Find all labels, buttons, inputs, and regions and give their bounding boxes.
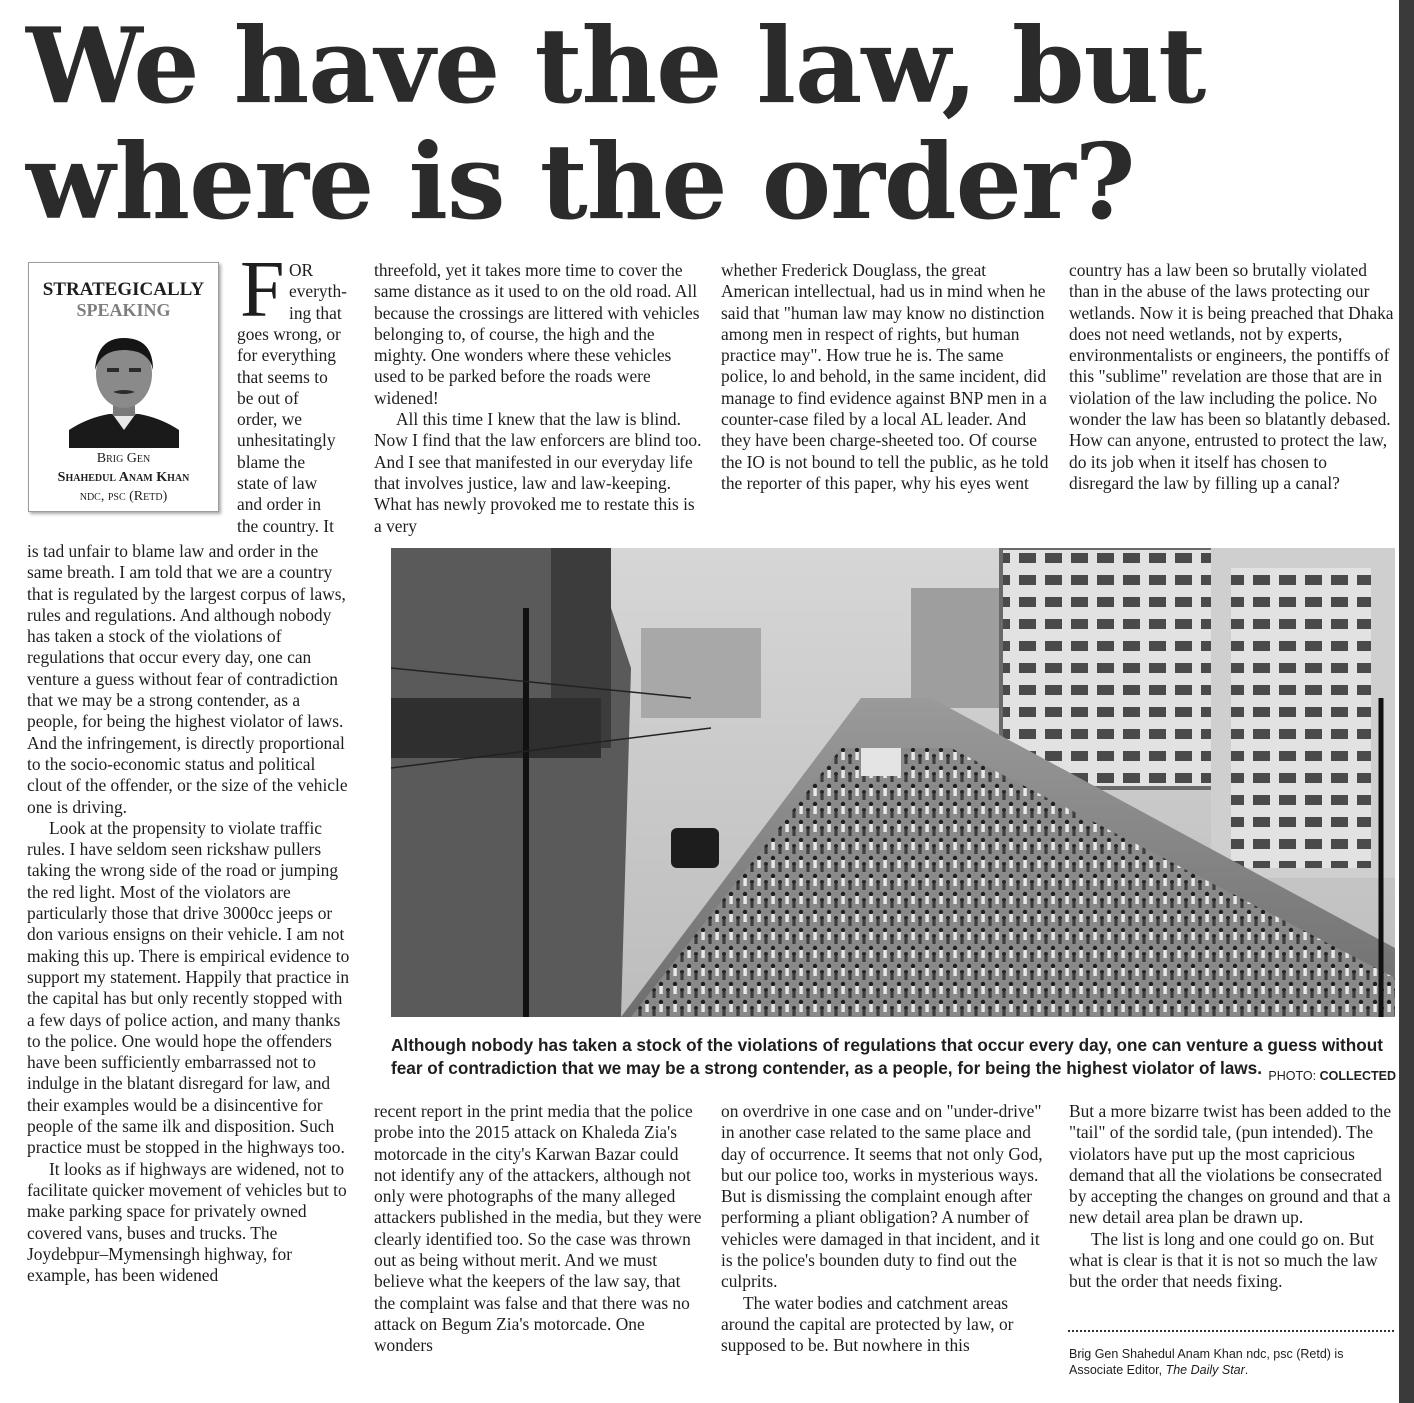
paragraph: Look at the propensity to violate traffic rules. I have seldom seen rickshaw pullers taking the wrong side of the road or jumping the red light. Most of the violators are particularly those that drive 3000cc jeeps or don various ensigns on their vehicle. I am not making this up. There is empirical evidence to support my statement. Happily that practice in the capital has but only recently stopped with a few days of police action, and many thanks to the police. One would hope the offenders have been sufficiently embarrassed not to indulge in the blatant disregard for law, and their examples would be a disincentive for people of the same ilk and disposition. Such practice must be stopped in the highways too. xyxy=(27,817,350,1158)
paragraph: But a more bizarre twist has been added to the "tail" of the sordid tale, (pun intended). The violators have put up the most capricious demand that all the violations be consecrated by accepting the changes on ground and that a new detail area plan be drawn up. xyxy=(1069,1101,1392,1228)
publication-name: The Daily Star xyxy=(1165,1363,1245,1377)
paragraph: All this time I knew that the law is blind. Now I find that the law enforcers are blind too. And I see that manifested in our everyday life that involves justice, law and law-keeping. What has newly provoked me to restate this is a very xyxy=(374,409,702,536)
photo-credit-value: COLLECTED xyxy=(1319,1069,1396,1083)
author-bio-end: . xyxy=(1244,1363,1249,1377)
text-line: for everything xyxy=(237,345,336,366)
column-title: STRATEGICALLY xyxy=(42,279,205,300)
author-credentials: ndc, psc (Retd) xyxy=(79,489,168,504)
paragraph: whether Frederick Douglass, the great American intellectual, had us in mind when he said that "human law may know no distinction among men in respect of rights, but human practice may". How true he is. The same police, lo and behold, in the same incident, did manage to find evidence against BNP men in a counter-case filed by a local AL leader. And they have been charge-sheeted too. Of course the IO is not bound to tell the public, as he told the reporter of this paper, why his eyes went xyxy=(721,260,1049,493)
dropcap-lines-narrow xyxy=(289,260,351,324)
photo-credit xyxy=(1268,1069,1396,1083)
article-column-4-bottom xyxy=(1069,1101,1395,1293)
drop-cap: F xyxy=(240,246,285,334)
author-portrait xyxy=(69,326,179,448)
article-column-1 xyxy=(27,541,353,1286)
article-column-4-top xyxy=(1069,260,1395,494)
text-line: and order in xyxy=(237,494,322,515)
article-column-2-top xyxy=(374,260,704,537)
paragraph: on overdrive in one case and on "under-drive" in another case related to the same place and day of occurrence. It seems that not only God, but our police too, works in mysterious ways. But is dismissing the complaint enough after performing a pliant obligation? A number of vehicles were damaged in that incident, and it is the police's bounden duty to find out the culprits. xyxy=(721,1101,1043,1292)
text-line: blame the xyxy=(237,451,306,472)
text-line: goes wrong, or xyxy=(237,324,341,344)
street-crowd-photo xyxy=(391,548,1395,1017)
text-line: be out of xyxy=(237,387,299,408)
text-line: the country. It xyxy=(237,515,334,536)
column-author-box xyxy=(28,262,219,512)
paragraph: is tad unfair to blame law and order in the same breath. I am told that we are a country that is regulated by the largest corpus of laws, rules and regulations. And although nobody has taken a stock of the violations of regulations that occur every day, one can venture a guess without fear of contradiction that we may be a strong contender, as a people, for being the highest violator of laws. And the infringement, is directly proportional to the socio-economic status and political clout of the offender, or the size of the vehicle one is driving. xyxy=(27,541,348,817)
paragraph: country has a law been so brutally violated than in the abuse of the laws protecting our wetlands. Now it is being preached that Dhaka does not need wetlands, not by experts, environmentalists or engineers, the pontiffs of this "sublime" revelation are those that are in violation of the law including the police. No wonder the law has been so blatantly debased. How can anyone, entrusted to protect the law, do its job when it itself has chosen to disregard the law by filling up a canal? xyxy=(1069,260,1394,493)
dotted-divider xyxy=(1068,1330,1394,1332)
headline xyxy=(26,4,1326,243)
paragraph: threefold, yet it takes more time to cover the same distance as it used to on the old road. All because the crossings are littered with vehicles belonging to, of course, the high and the mighty. One wonders where these vehicles used to be parked before the roads were widened! xyxy=(374,260,700,408)
paragraph: recent report in the print media that the police probe into the 2015 attack on Khaleda Zia's motorcade in the city's Karwan Bazar could not identify any of the attackers, although not only were photographs of the many alleged attackers published in the media, but they were clearly identified too. So the case was thrown out as being without merit. And we must believe what the keepers of the law say, that the complaint was false and that there was no attack on Begum Zia's motorcade. One wonders xyxy=(374,1101,702,1356)
article-column-3-top xyxy=(721,260,1051,494)
headline-line-1: We have the law, but xyxy=(26,4,1206,127)
page-edge xyxy=(1399,0,1414,1403)
text-line: unhesitatingly xyxy=(237,430,336,451)
paragraph: The water bodies and catchment areas around the capital are protected by law, or supposed to be. But nowhere in this xyxy=(721,1292,1014,1356)
headline-line-2: where is the order? xyxy=(26,120,1135,243)
text-line: everyth- xyxy=(289,281,347,302)
photo-credit-label: PHOTO: xyxy=(1268,1069,1317,1083)
text-line: order, we xyxy=(237,409,302,430)
paragraph: It looks as if highways are widened, not to facilitate quicker movement of vehicles but to make parking space for privately owned covered vans, buses and trucks. The Joydebpur–Mymensingh highway, for example, has been widened xyxy=(27,1158,347,1286)
column-subtitle: SPEAKING xyxy=(76,300,171,320)
photo-caption: Although nobody has taken a stock of the violations of regulations that occur every day, one can venture a guess without fear of contradiction that we may be a strong contender, as a people, for being the highest violator of laws. xyxy=(391,1035,1383,1078)
text-line: that seems to xyxy=(237,366,328,387)
text-line: ing that xyxy=(289,302,342,323)
paragraph: The list is long and one could go on. But what is clear is that it is not so much the law but the order that needs fixing. xyxy=(1069,1228,1378,1292)
text-line: OR xyxy=(289,260,314,280)
article-column-3-bottom xyxy=(721,1101,1051,1357)
author-bio xyxy=(1069,1346,1395,1378)
text-line: state of law xyxy=(237,473,318,494)
author-rank: Brig Gen xyxy=(96,451,151,466)
author-name: Shahedul Anam Khan xyxy=(57,470,190,485)
author-bio-text: Brig Gen Shahedul Anam Khan ndc, psc (Retd) is Associate Editor, xyxy=(1069,1347,1344,1377)
article-column-2-bottom xyxy=(374,1101,704,1357)
dropcap-lines-wide xyxy=(237,324,355,537)
